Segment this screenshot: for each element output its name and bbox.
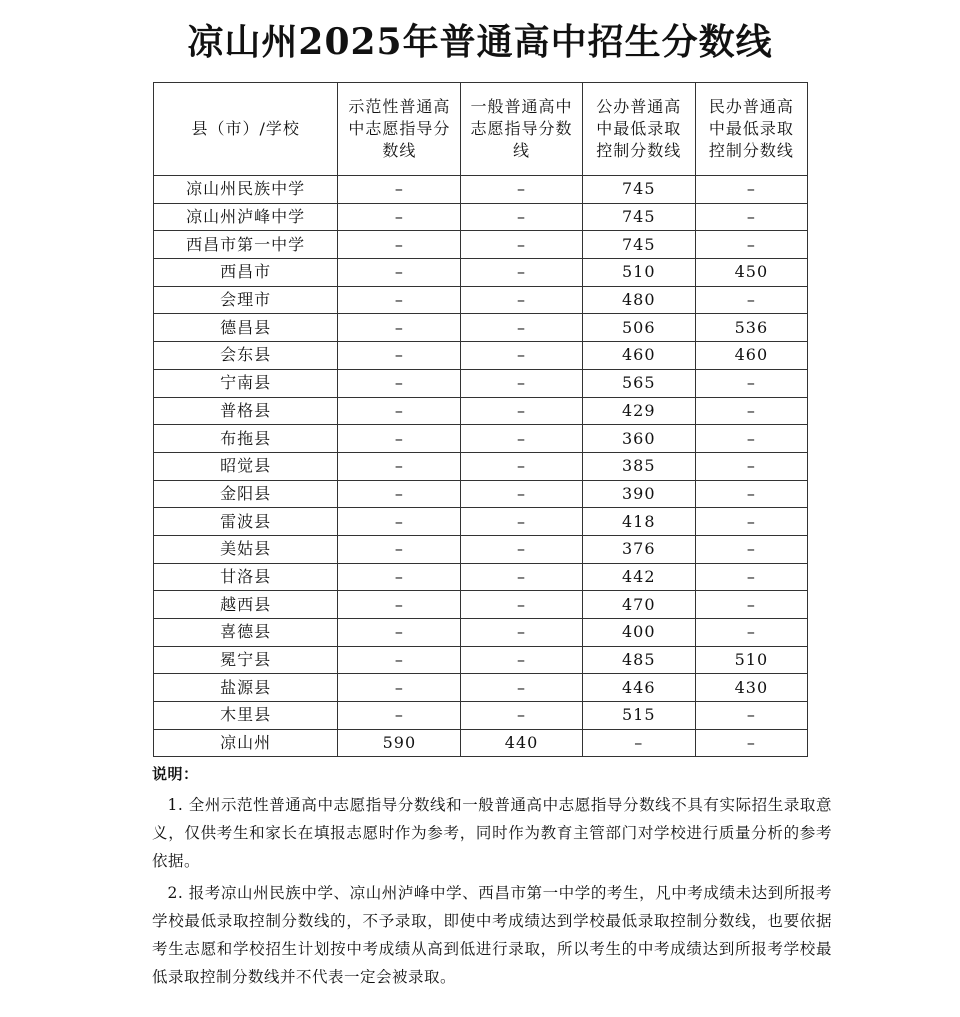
cell-public-min: – xyxy=(582,729,695,757)
cell-model-guide: – xyxy=(338,397,461,425)
cell-public-min: 376 xyxy=(582,535,695,563)
table-row xyxy=(154,674,808,702)
cell-private-min: – xyxy=(695,619,807,647)
cell-region: 盐源县 xyxy=(154,674,338,702)
cell-public-min: 429 xyxy=(582,397,695,425)
cell-region: 宁南县 xyxy=(154,369,338,397)
cell-public-min: 510 xyxy=(582,259,695,287)
header-general-school-guide-line: 一般普通高中志愿指导分数线 xyxy=(461,83,582,176)
cell-general-guide: – xyxy=(461,591,582,619)
cell-public-min: 385 xyxy=(582,452,695,480)
table-row xyxy=(154,452,808,480)
table-row xyxy=(154,591,808,619)
cell-region: 凉山州 xyxy=(154,729,338,757)
cell-general-guide: – xyxy=(461,425,582,453)
cell-general-guide: – xyxy=(461,176,582,204)
table-row xyxy=(154,203,808,231)
cell-region: 凉山州泸峰中学 xyxy=(154,203,338,231)
table-row xyxy=(154,729,808,757)
cell-general-guide: – xyxy=(461,314,582,342)
cell-private-min: – xyxy=(695,176,807,204)
cell-model-guide: – xyxy=(338,535,461,563)
cell-model-guide: – xyxy=(338,369,461,397)
cell-model-guide: – xyxy=(338,563,461,591)
cell-private-min: – xyxy=(695,397,807,425)
table-header-row xyxy=(154,83,808,176)
cell-public-min: 470 xyxy=(582,591,695,619)
cell-general-guide: – xyxy=(461,480,582,508)
cell-private-min: 460 xyxy=(695,342,807,370)
cell-model-guide: – xyxy=(338,702,461,730)
cell-model-guide: – xyxy=(338,591,461,619)
cell-general-guide: 440 xyxy=(461,729,582,757)
table-row xyxy=(154,425,808,453)
header-model-school-guide-line: 示范性普通高中志愿指导分数线 xyxy=(338,83,461,176)
note-item-2: 2. 报考凉山州民族中学、凉山州泸峰中学、西昌市第一中学的考生，凡中考成绩未达到所报考学校最低录取控制分数线的，不予录取，即使中考成绩达到学校最低录取控制分数线，也要依据考生志愿和学校招生计划按中考成绩从高到低进行录取，所以考生的中考成绩达到所报考学校最低录取控制分数线并不代表一定会被录取。 xyxy=(152,884,832,986)
cell-private-min: – xyxy=(695,535,807,563)
cell-model-guide: – xyxy=(338,425,461,453)
notes-heading: 说明： xyxy=(152,765,199,783)
table-row xyxy=(154,369,808,397)
cell-public-min: 480 xyxy=(582,286,695,314)
cell-model-guide: – xyxy=(338,619,461,647)
cell-private-min: 430 xyxy=(695,674,807,702)
cell-general-guide: – xyxy=(461,702,582,730)
note-item-1: 1. 全州示范性普通高中志愿指导分数线和一般普通高中志愿指导分数线不具有实际招生录取意义，仅供考生和家长在填报志愿时作为参考，同时作为教育主管部门对学校进行质量分析的参考依据。 xyxy=(152,796,832,870)
table-body xyxy=(154,176,808,757)
cell-region: 越西县 xyxy=(154,591,338,619)
cell-general-guide: – xyxy=(461,508,582,536)
cell-public-min: 446 xyxy=(582,674,695,702)
cell-public-min: 745 xyxy=(582,203,695,231)
cell-model-guide: – xyxy=(338,646,461,674)
cell-region: 喜德县 xyxy=(154,619,338,647)
cell-region: 凉山州民族中学 xyxy=(154,176,338,204)
cell-model-guide: – xyxy=(338,314,461,342)
cell-private-min: – xyxy=(695,425,807,453)
cell-private-min: – xyxy=(695,286,807,314)
table-row xyxy=(154,259,808,287)
cell-general-guide: – xyxy=(461,397,582,425)
cell-region: 雷波县 xyxy=(154,508,338,536)
cell-region: 西昌市 xyxy=(154,259,338,287)
cell-private-min: 536 xyxy=(695,314,807,342)
cell-general-guide: – xyxy=(461,342,582,370)
cell-private-min: 450 xyxy=(695,259,807,287)
cell-model-guide: – xyxy=(338,203,461,231)
cell-model-guide: – xyxy=(338,259,461,287)
cell-public-min: 515 xyxy=(582,702,695,730)
cell-private-min: – xyxy=(695,480,807,508)
cell-general-guide: – xyxy=(461,259,582,287)
cell-model-guide: – xyxy=(338,480,461,508)
table-row xyxy=(154,563,808,591)
document-title: 凉山州2025年普通高中招生分数线 xyxy=(187,21,773,63)
cell-public-min: 485 xyxy=(582,646,695,674)
cell-public-min: 442 xyxy=(582,563,695,591)
header-region: 县（市）/学校 xyxy=(154,83,338,176)
cell-public-min: 418 xyxy=(582,508,695,536)
cell-model-guide: – xyxy=(338,674,461,702)
cell-model-guide: – xyxy=(338,452,461,480)
table-row xyxy=(154,176,808,204)
cell-public-min: 565 xyxy=(582,369,695,397)
cell-general-guide: – xyxy=(461,231,582,259)
cell-region: 德昌县 xyxy=(154,314,338,342)
cell-general-guide: – xyxy=(461,674,582,702)
cell-private-min: – xyxy=(695,369,807,397)
table-row xyxy=(154,619,808,647)
cell-region: 会理市 xyxy=(154,286,338,314)
cell-private-min: 510 xyxy=(695,646,807,674)
cell-private-min: – xyxy=(695,702,807,730)
table-row xyxy=(154,286,808,314)
cell-public-min: 506 xyxy=(582,314,695,342)
cell-region: 会东县 xyxy=(154,342,338,370)
cell-private-min: – xyxy=(695,508,807,536)
cell-general-guide: – xyxy=(461,563,582,591)
cell-region: 冕宁县 xyxy=(154,646,338,674)
cell-general-guide: – xyxy=(461,452,582,480)
cell-general-guide: – xyxy=(461,286,582,314)
table-row xyxy=(154,508,808,536)
header-public-min-line: 公办普通高中最低录取控制分数线 xyxy=(582,83,695,176)
cell-private-min: – xyxy=(695,203,807,231)
cell-public-min: 745 xyxy=(582,231,695,259)
cell-public-min: 400 xyxy=(582,619,695,647)
table-row xyxy=(154,314,808,342)
table-row xyxy=(154,535,808,563)
cell-region: 木里县 xyxy=(154,702,338,730)
table-row xyxy=(154,646,808,674)
cell-region: 普格县 xyxy=(154,397,338,425)
cell-model-guide: – xyxy=(338,286,461,314)
table-row xyxy=(154,231,808,259)
table-row xyxy=(154,342,808,370)
cell-public-min: 745 xyxy=(582,176,695,204)
header-private-min-line: 民办普通高中最低录取控制分数线 xyxy=(695,83,807,176)
cell-region: 昭觉县 xyxy=(154,452,338,480)
cell-region: 布拖县 xyxy=(154,425,338,453)
cell-region: 金阳县 xyxy=(154,480,338,508)
cell-public-min: 460 xyxy=(582,342,695,370)
cell-general-guide: – xyxy=(461,203,582,231)
cell-private-min: – xyxy=(695,231,807,259)
notes-section xyxy=(152,760,832,991)
cell-region: 甘洛县 xyxy=(154,563,338,591)
cell-general-guide: – xyxy=(461,369,582,397)
cell-model-guide: – xyxy=(338,508,461,536)
table-row xyxy=(154,480,808,508)
table-row xyxy=(154,702,808,730)
cell-region: 西昌市第一中学 xyxy=(154,231,338,259)
cell-private-min: – xyxy=(695,452,807,480)
cell-private-min: – xyxy=(695,729,807,757)
score-table xyxy=(153,82,808,757)
cell-public-min: 360 xyxy=(582,425,695,453)
cell-public-min: 390 xyxy=(582,480,695,508)
cell-model-guide: – xyxy=(338,231,461,259)
cell-model-guide: – xyxy=(338,176,461,204)
cell-general-guide: – xyxy=(461,535,582,563)
cell-model-guide: 590 xyxy=(338,729,461,757)
cell-private-min: – xyxy=(695,591,807,619)
cell-region: 美姑县 xyxy=(154,535,338,563)
cell-private-min: – xyxy=(695,563,807,591)
table-row xyxy=(154,397,808,425)
cell-general-guide: – xyxy=(461,619,582,647)
cell-general-guide: – xyxy=(461,646,582,674)
cell-model-guide: – xyxy=(338,342,461,370)
